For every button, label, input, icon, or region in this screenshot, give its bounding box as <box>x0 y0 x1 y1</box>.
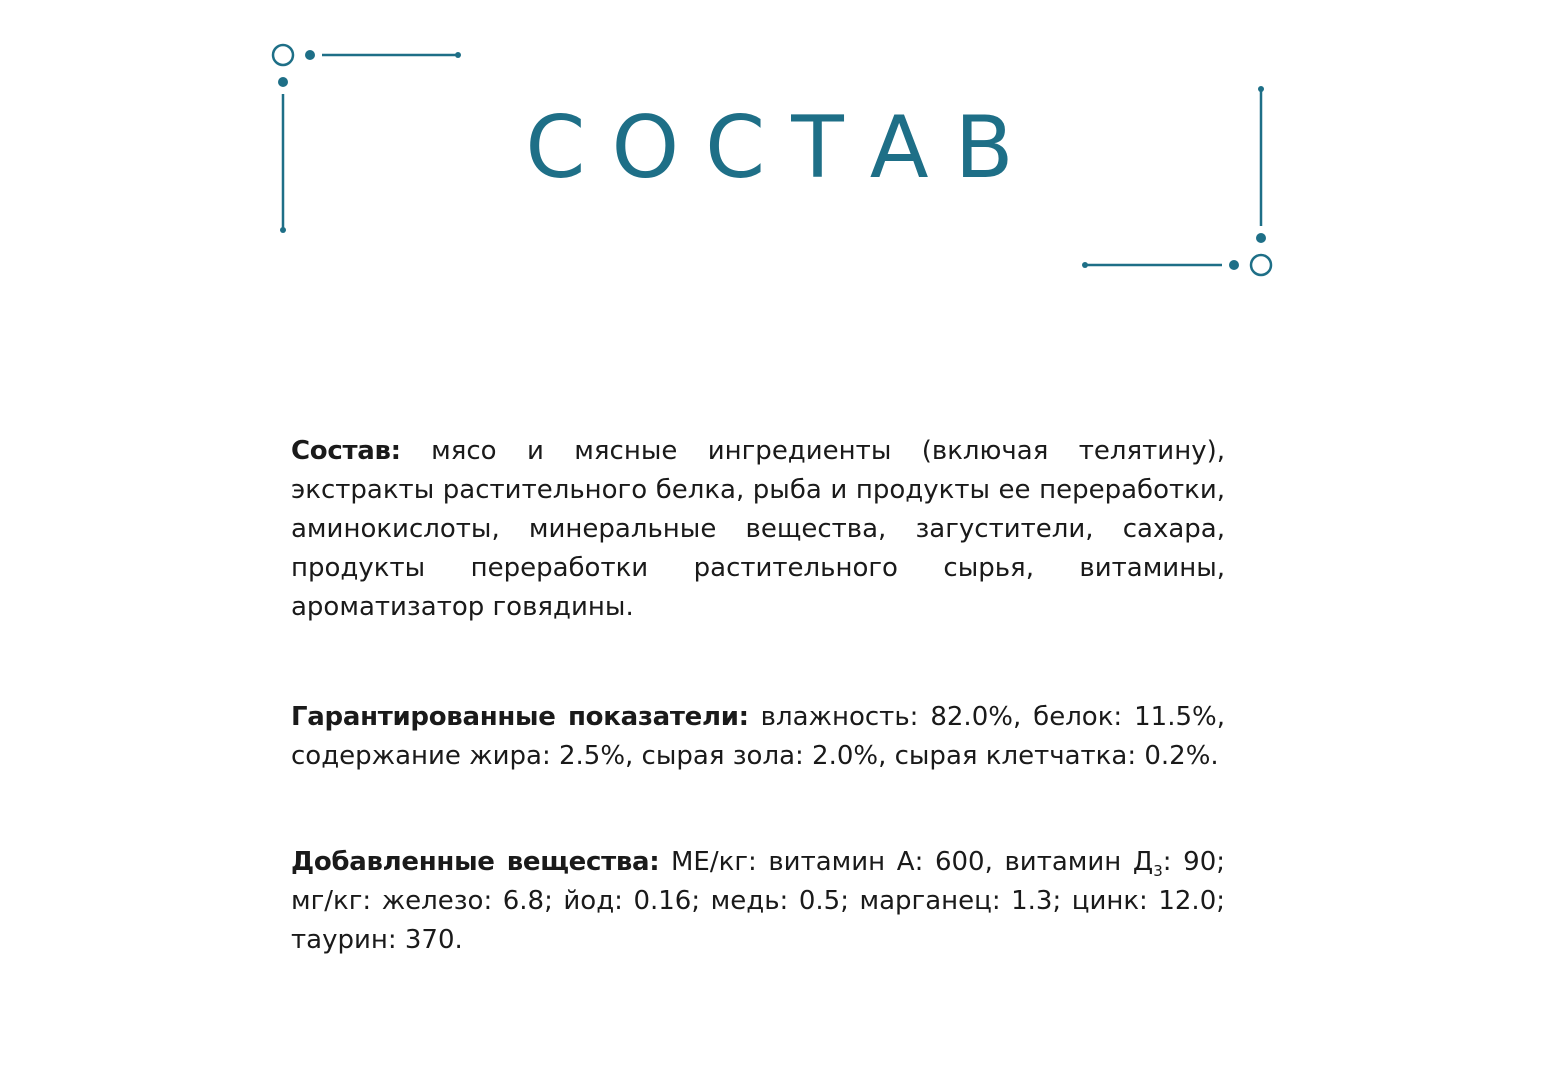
composition-label: Состав: <box>291 436 401 466</box>
top-left-dot-horizontal <box>305 50 315 60</box>
additives-paragraph <box>291 843 1225 960</box>
bottom-right-dot-horizontal <box>1229 260 1239 270</box>
additives-label: Добавленные вещества: <box>291 847 660 877</box>
top-left-ring <box>273 45 293 65</box>
composition-content <box>291 432 1225 960</box>
page-title: СОСТАВ <box>525 98 1040 198</box>
additives-text-part1: МЕ/кг: витамин А: 600, витамин Д <box>659 847 1154 877</box>
top-left-dot-vertical <box>278 77 288 87</box>
bottom-right-ring <box>1251 255 1271 275</box>
guaranteed-values-text: влажность: 82.0%, белок: 11.5%, содержание жира: 2.5%, сырая зола: 2.0%, сырая клетчатка: 0.2%. <box>291 702 1225 771</box>
guaranteed-values-label: Гарантированные показатели: <box>291 702 749 732</box>
bottom-right-line-end-dot <box>1082 262 1088 268</box>
guaranteed-values-paragraph <box>291 698 1225 776</box>
top-left-line-end-dot <box>455 52 461 58</box>
composition-paragraph <box>291 432 1225 627</box>
composition-text: мясо и мясные ингредиенты (включая телятину), экстракты растительного белка, рыба и продукты ее переработки, аминокислоты, минеральные вещества, загустители, сахара, продукты переработки растительного сырья, витамины, ароматизатор говядины. <box>291 436 1225 622</box>
additives-text-part2: : 90; мг/кг: железо: 6.8; йод: 0.16; медь: 0.5; марганец: 1.3; цинк: 12.0; таурин: 370. <box>291 847 1226 955</box>
top-left-vertical-end-dot <box>280 227 286 233</box>
vitamin-d-subscript: 3 <box>1153 862 1163 880</box>
bottom-right-dot-vertical <box>1256 233 1266 243</box>
